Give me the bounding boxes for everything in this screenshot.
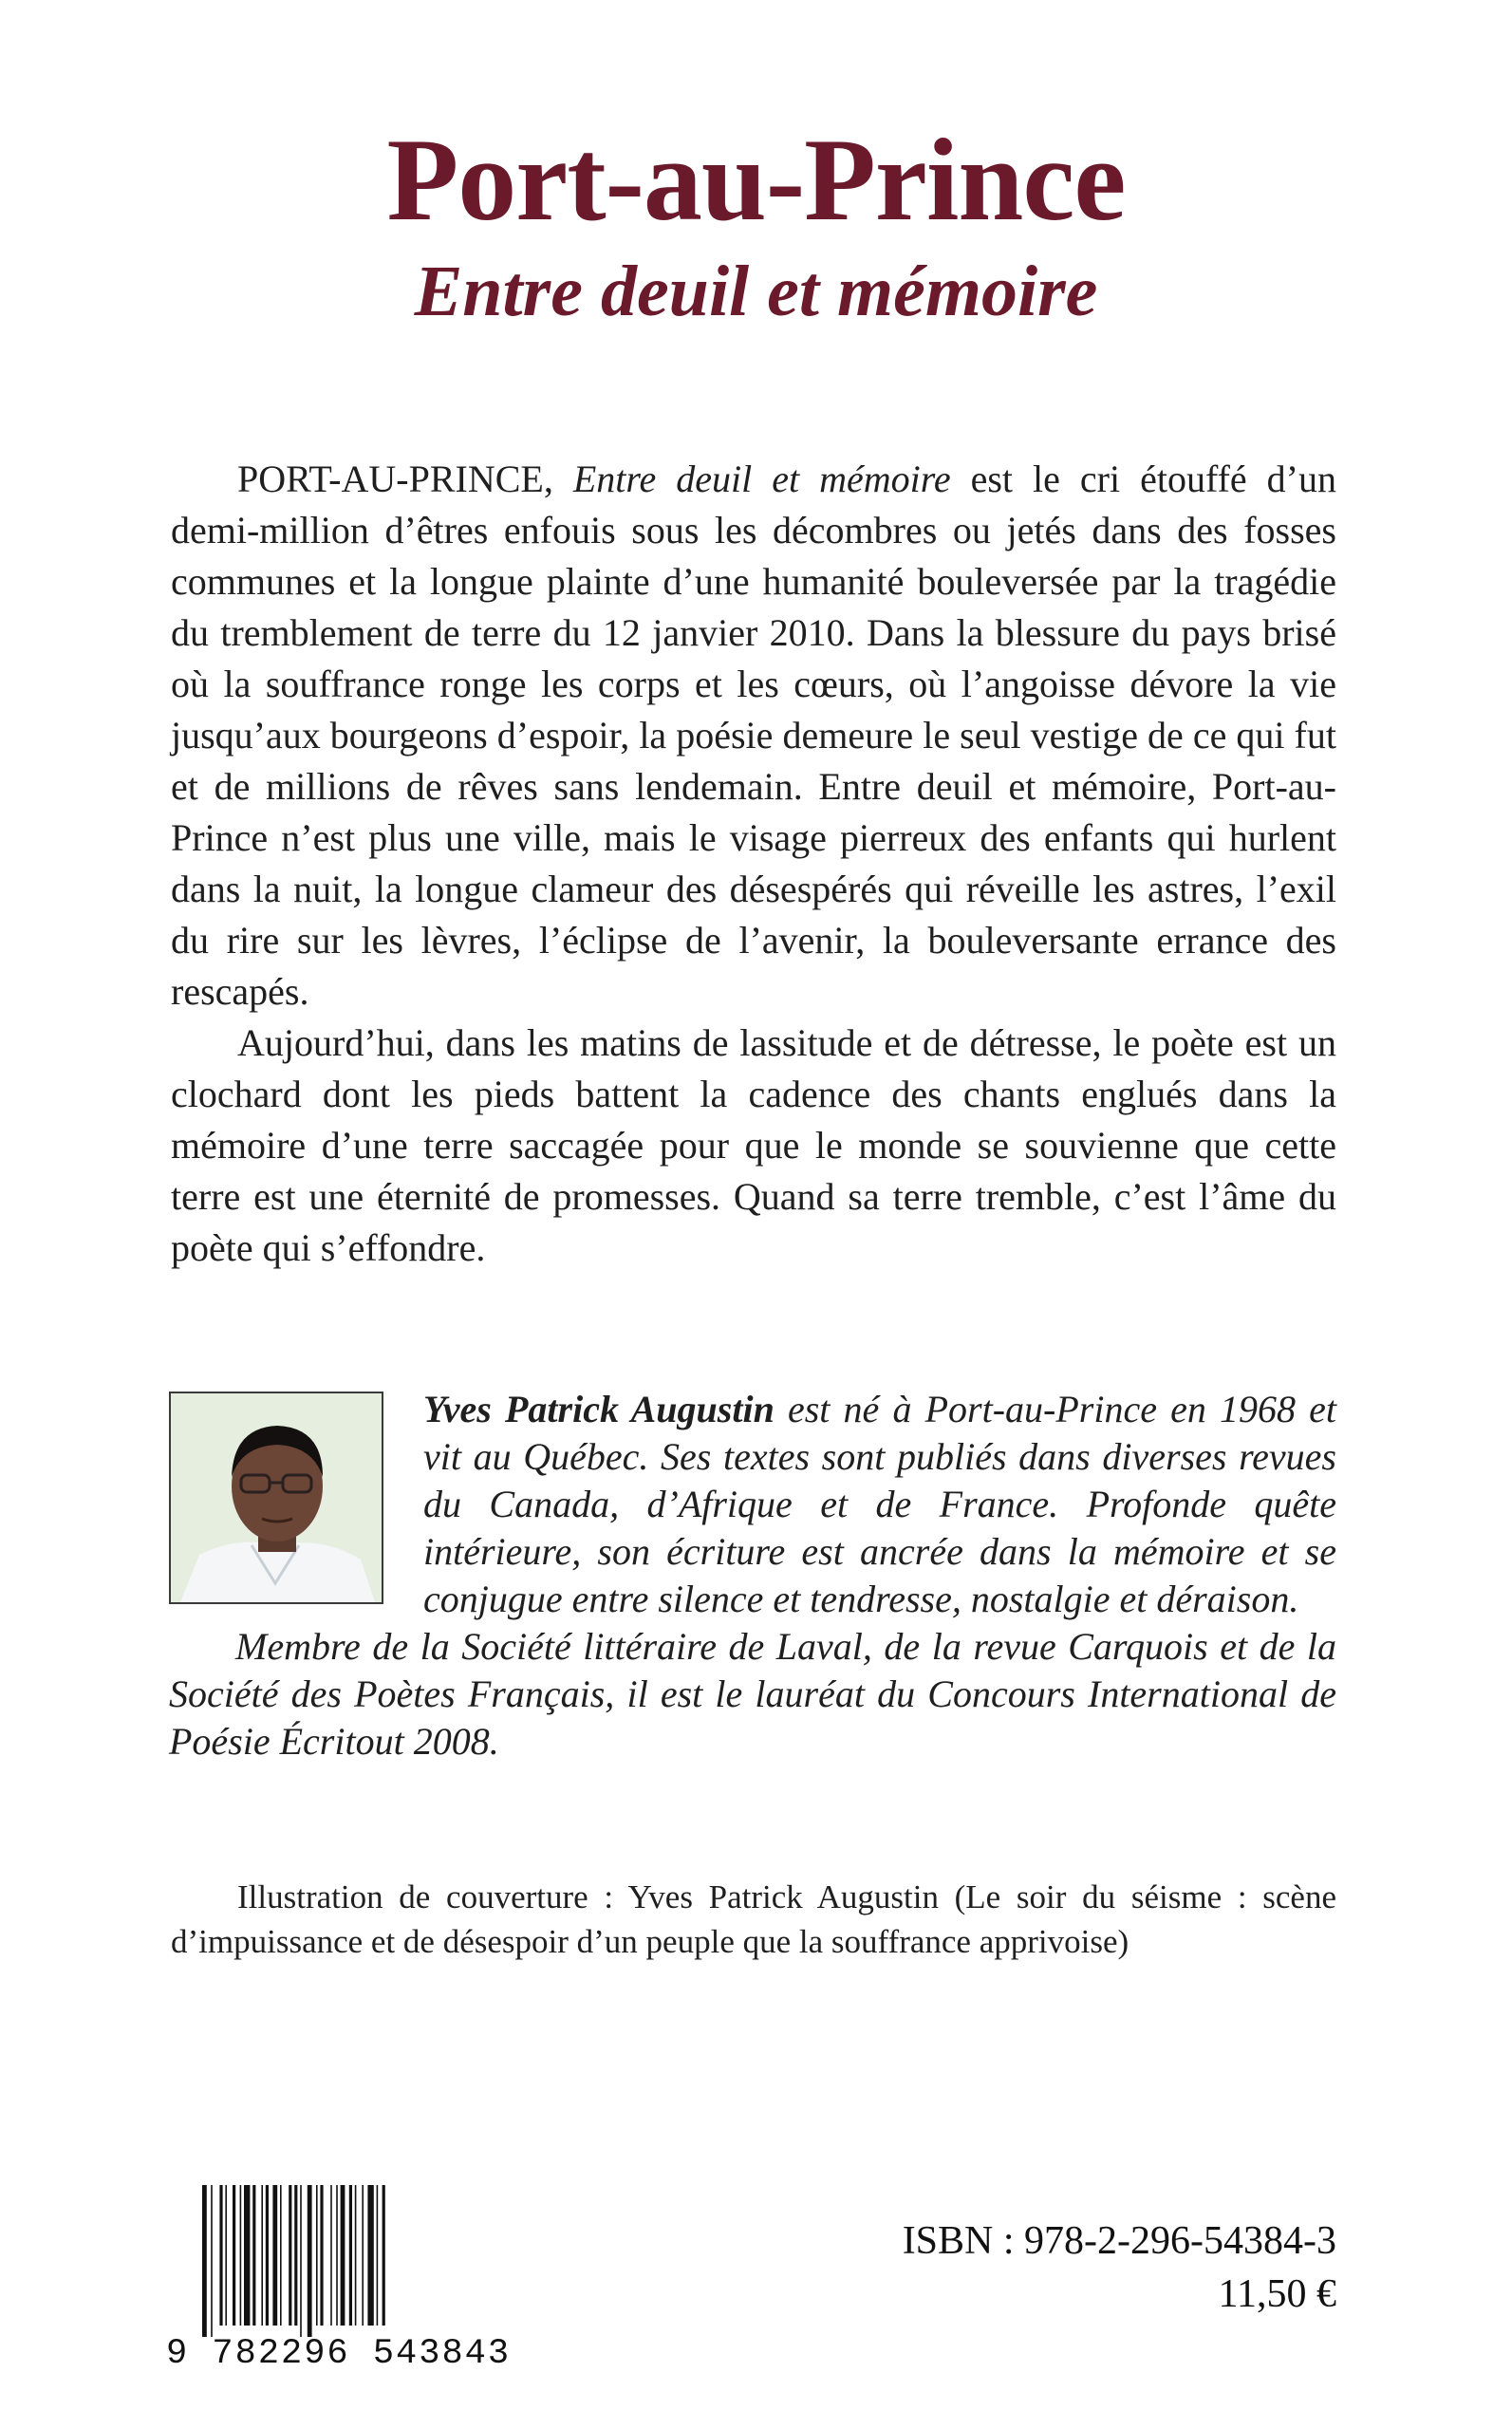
barcode-bars	[166, 2185, 508, 2337]
blurb	[171, 454, 1336, 1274]
barcode	[166, 2185, 512, 2375]
book-title: Port-au-Prince	[386, 115, 1126, 245]
blurb-italic-title: Entre deuil et mémoire	[572, 458, 951, 500]
blurb-paragraph-1	[171, 454, 1336, 1018]
blurb-lead: PORT-AU-PRINCE,	[237, 458, 553, 500]
blurb-rest: est le cri étouffé d’un demi-million d’êtres enfouis sous les décombres ou jetés dans des fosses communes et la longue plainte d’une humanité bouleversée par la tragédie du tremblement de terre du 12 janvier 2010. Dans la blessure du pays brisé où la souffrance ronge les corps et les cœurs, où l’angoisse dévore la vie jusqu’aux bourgeons d’espoir, la poésie demeure le seul vestige de ce qui fut et de millions de rêves sans lendemain. Entre deuil et mémoire, Port-au-Prince n’est plus une ville, mais le visage pierreux des enfants qui hurlent dans la nuit, la longue clameur des désespérés qui réveille les astres, l’exil du rire sur les lèvres, l’éclipse de l’avenir, la bouleversante errance des rescapés.	[171, 458, 1336, 1013]
cover-illustration-credit: Illustration de couverture : Yves Patrick Augustin (Le soir du séisme : scène d’impuissance et de désespoir d’un peuple que la souffrance apprivoise)	[171, 1878, 1336, 1960]
author-bio	[169, 1386, 1336, 1765]
author-photo	[169, 1392, 383, 1604]
author-name: Yves Patrick Augustin	[423, 1388, 775, 1430]
author-bio-text: est né à Port-au-Prince en 1968 et vit au Québec. Ses textes sont publiés dans diverses revues du Canada, d’Afrique et de France. Profonde quête intérieure, son écriture est ancrée dans la mémoire et se conjugue entre silence et tendresse, nostalgie et déraison.	[423, 1388, 1336, 1620]
author-bio-paragraph-2: Membre de la Société littéraire de Laval, de la revue Carquois et de la Société des Poètes Français, il est le lauréat du Concours International de Poésie Écritout 2008.	[169, 1625, 1336, 1763]
blurb-paragraph-2: Aujourd’hui, dans les matins de lassitude et de détresse, le poète est un clochard dont les pieds battent la cadence des chants englués dans la mémoire d’une terre saccagée pour que le monde se souvienne que cette terre est une éternité de promesses. Quand sa terre tremble, c’est l’âme du poète qui s’effondre.	[171, 1021, 1336, 1269]
barcode-digits: 9 782296 543843	[166, 2334, 512, 2374]
price: 11,50 €	[1218, 2272, 1336, 2316]
isbn: ISBN : 978-2-296-54384-3	[902, 2219, 1336, 2263]
book-subtitle: Entre deuil et mémoire	[414, 252, 1098, 331]
